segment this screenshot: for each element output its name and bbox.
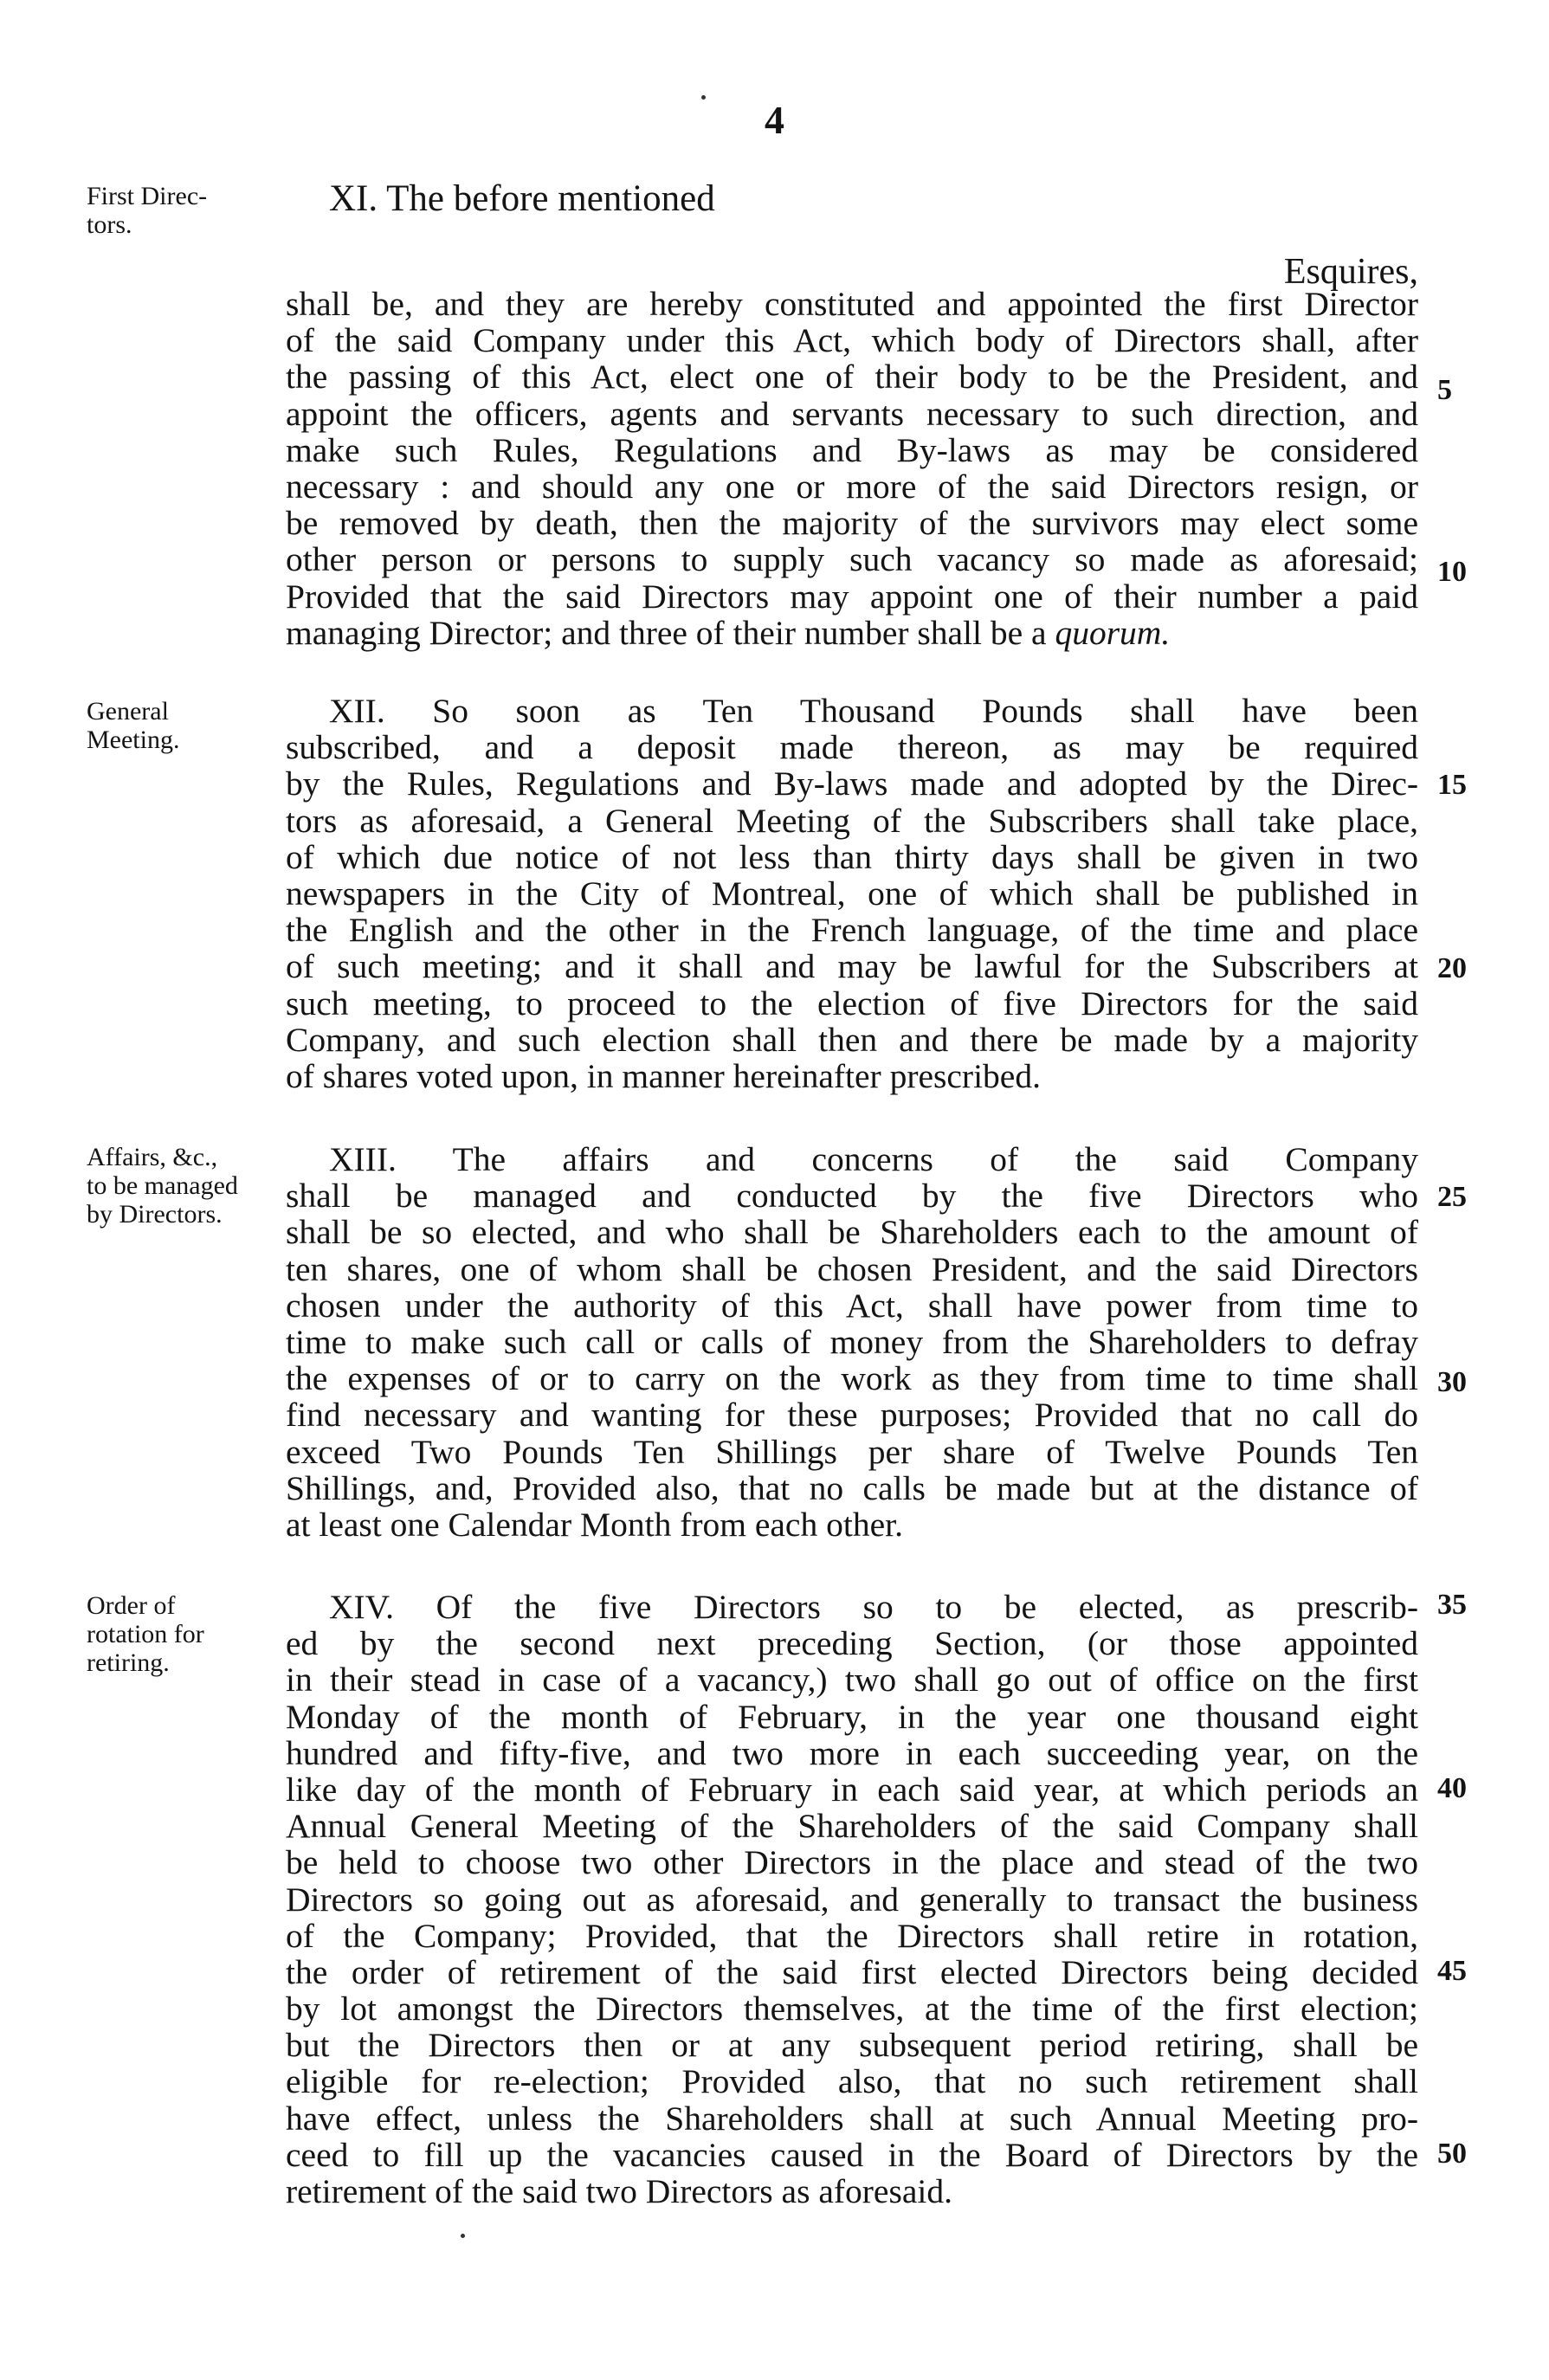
margin-note-affairs — [87, 1143, 286, 1229]
page-number: 4 — [765, 98, 784, 142]
text-line: chosen under the authority of this Act, shall have power from time to — [286, 1286, 1418, 1325]
quorum-word: quorum. — [1055, 613, 1171, 652]
text-line: tors as aforesaid, a General Meeting of the Subscribers shall take place, — [286, 801, 1418, 840]
section-xiii — [286, 1141, 1418, 1543]
text-line: be removed by death, then the majority of the survivors may elect some — [286, 504, 1418, 543]
text-line: find necessary and wanting for these purposes; Provided that no call do — [286, 1396, 1418, 1435]
line-number: 30 — [1437, 1366, 1467, 1398]
text-line: but the Directors then or at any subsequent period retiring, shall be — [286, 2026, 1418, 2065]
line-number: 50 — [1437, 2138, 1467, 2170]
text-line: at least one Calendar Month from each other. — [286, 1505, 903, 1544]
section-xi — [286, 286, 1418, 651]
text-line: XII. So soon as Ten Thousand Pounds shall have been — [329, 692, 1418, 730]
line-number: 5 — [1437, 374, 1452, 406]
text-line: by the Rules, Regulations and By-laws made and adopted by the Direc- — [286, 764, 1418, 803]
text-line: necessary : and should any one or more of the said Directors resign, or — [286, 467, 1418, 506]
text-line: by lot amongst the Directors themselves, at the time of the first election; — [286, 1990, 1418, 2028]
text-line: time to make such call or calls of money from the Shareholders to defray — [286, 1322, 1418, 1361]
text-line: ten shares, one of whom shall be chosen President, and the said Directors — [286, 1249, 1418, 1288]
margin-note-first-directors — [87, 182, 286, 239]
line-number: 10 — [1437, 556, 1467, 588]
text-line: hundred and fifty-five, and two more in each succeeding year, on the — [286, 1733, 1418, 1772]
text-line: be held to choose two other Directors in the place and stead of the two — [286, 1843, 1418, 1882]
print-speck — [461, 2234, 465, 2238]
text-line: XIII. The affairs and concerns of the said Company — [329, 1140, 1418, 1178]
print-speck — [701, 95, 706, 100]
text-line: the English and the other in the French language, of the time and place — [286, 911, 1418, 950]
margin-note-line: rotation for — [87, 1620, 204, 1648]
text-line: Annual General Meeting of the Shareholders of the said Company shall — [286, 1807, 1418, 1846]
section-xiv — [286, 1589, 1418, 2209]
line-number: 20 — [1437, 952, 1467, 984]
text-line: of such meeting; and it shall and may be lawful for the Subscribers at — [286, 947, 1418, 986]
text-line: shall be so elected, and who shall be Shareholders each to the amount of — [286, 1213, 1418, 1252]
line-number: 35 — [1437, 1589, 1467, 1621]
margin-note-line: retiring. — [87, 1648, 170, 1677]
section-xi-esquires: Esquires, — [1283, 252, 1418, 292]
section-xii — [286, 693, 1418, 1094]
text-line: appoint the officers, agents and servants necessary to such direction, and — [286, 394, 1418, 433]
text-line: the expenses of or to carry on the work as they from time to time shall — [286, 1359, 1418, 1398]
text-line: such meeting, to proceed to the election of five Directors for the said — [286, 984, 1418, 1022]
text-line: eligible for re-election; Provided also, that no such retirement shall — [286, 2062, 1418, 2101]
margin-note-line: tors. — [87, 210, 132, 239]
text-line: XIV. Of the five Directors so to be elected, as prescrib- — [329, 1588, 1418, 1626]
text-line: exceed Two Pounds Ten Shillings per share of Twelve Pounds Ten — [286, 1432, 1418, 1471]
line-number: 15 — [1437, 769, 1467, 801]
text-line: of shares voted upon, in manner hereinafter prescribed. — [286, 1056, 1041, 1095]
margin-note-general-meeting — [87, 697, 286, 754]
margin-note-line: to be managed — [87, 1171, 238, 1200]
text-line: of the Company; Provided, that the Directors shall retire in rotation, — [286, 1916, 1418, 1955]
text-line: Company, and such election shall then and there be made by a majority — [286, 1020, 1418, 1059]
text-line — [286, 615, 1418, 651]
text-line: Directors so going out as aforesaid, and generally to transact the business — [286, 1880, 1418, 1919]
margin-note-order-of-rotation — [87, 1591, 286, 1677]
text-line: retirement of the said two Directors as aforesaid. — [286, 2172, 952, 2210]
text-line: subscribed, and a deposit made thereon, as may be required — [286, 728, 1418, 767]
text-line-content: managing Director; and three of their number shall be a — [286, 613, 1047, 652]
margin-note-line: First Direc- — [87, 182, 208, 210]
text-line: newspapers in the City of Montreal, one of which shall be published in — [286, 874, 1418, 913]
text-line: shall be managed and conducted by the five Directors who — [286, 1177, 1418, 1216]
line-number: 40 — [1437, 1772, 1467, 1804]
text-line: ed by the second next preceding Section, (or those appointed — [286, 1624, 1418, 1663]
text-line: in their stead in case of a vacancy,) two shall go out of office on the first — [286, 1661, 1418, 1700]
text-line: Monday of the month of February, in the year one thousand eight — [286, 1697, 1418, 1736]
section-xi-heading: XI. The before mentioned — [329, 178, 715, 219]
line-number: 25 — [1437, 1181, 1467, 1213]
line-number: 45 — [1437, 1955, 1467, 1987]
text-line: ceed to fill up the vacancies caused in the Board of Directors by the — [286, 2135, 1418, 2174]
text-line: the order of retirement of the said first elected Directors being decided — [286, 1952, 1418, 1991]
margin-note-line: Affairs, &c., — [87, 1143, 218, 1171]
margin-note-line: by Directors. — [87, 1200, 223, 1229]
text-line: of the said Company under this Act, which body of Directors shall, after — [286, 321, 1418, 360]
text-line: Shillings, and, Provided also, that no calls be made but at the distance of — [286, 1468, 1418, 1507]
text-line: Provided that the said Directors may appoint one of their number a paid — [286, 577, 1418, 616]
text-line: other person or persons to supply such vacancy so made as aforesaid; — [286, 540, 1418, 579]
text-line: shall be, and they are hereby constituted and appointed the first Director — [286, 285, 1418, 323]
text-line: the passing of this Act, elect one of their body to be the President, and — [286, 358, 1418, 397]
text-line: make such Rules, Regulations and By-laws as may be considered — [286, 430, 1418, 469]
text-line: like day of the month of February in each said year, at which periods an — [286, 1770, 1418, 1809]
margin-note-line: Meeting. — [87, 726, 180, 754]
margin-note-line: Order of — [87, 1591, 176, 1620]
text-line: have effect, unless the Shareholders shall at such Annual Meeting pro- — [286, 2099, 1418, 2138]
margin-note-line: General — [87, 697, 169, 726]
text-line: of which due notice of not less than thirty days shall be given in two — [286, 837, 1418, 876]
